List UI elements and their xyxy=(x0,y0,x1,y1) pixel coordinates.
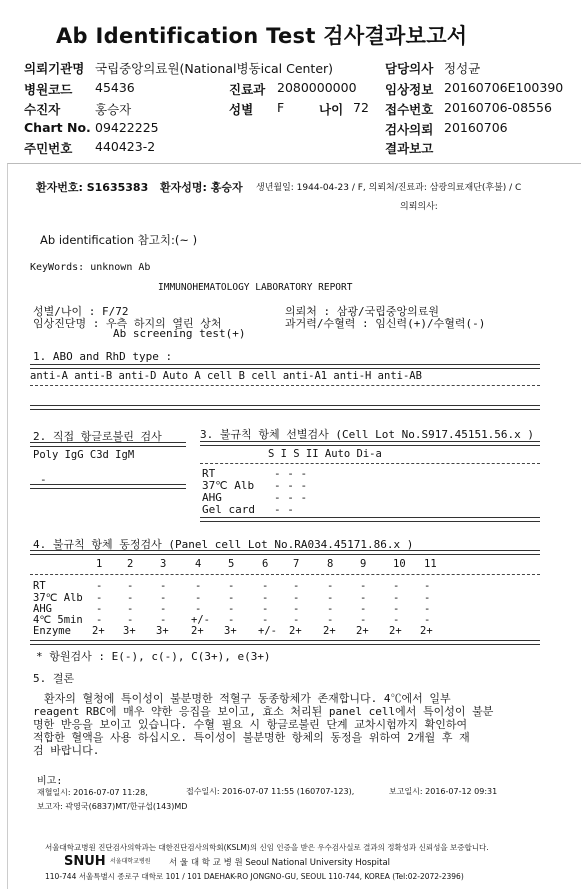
panel-col-header: 6 xyxy=(262,558,269,570)
panel-row-label: 37℃ Alb xyxy=(33,592,83,604)
screen-row-label: Gel card xyxy=(202,503,255,516)
panel-col-header: 5 xyxy=(228,558,235,570)
rule xyxy=(30,484,186,489)
panel-cell: - xyxy=(360,592,367,604)
panel-col-header: 1 xyxy=(96,558,103,570)
panel-cell: +/- xyxy=(191,614,210,626)
panel-cell: - xyxy=(160,614,167,626)
rule xyxy=(30,405,540,410)
sex-age: 성별/나이 : F/72 xyxy=(33,305,129,318)
label-id-no: 주민번호 xyxy=(24,141,73,156)
panel-cell: 2+ xyxy=(389,625,402,637)
value-age: 72 xyxy=(353,100,369,115)
hospital-name: 서 울 대 학 교 병 원 Seoul National University Hospital xyxy=(169,858,391,868)
dat-header: Poly IgG C3d IgM xyxy=(33,449,135,461)
panel-cell: - xyxy=(262,592,269,604)
panel-cell: - xyxy=(262,603,269,615)
received-time: 접수일시: 2016-07-07 11:55 (160707-123), xyxy=(186,787,355,796)
patient-name: 환자성명: 홍승자 xyxy=(160,181,243,194)
section-1-title: 1. ABO and RhD type : xyxy=(33,350,173,363)
rule xyxy=(30,385,540,386)
panel-cell: - xyxy=(424,592,431,604)
panel-cell: - xyxy=(393,603,400,615)
value-sex: F xyxy=(277,100,285,115)
rule xyxy=(30,574,540,575)
section-5-title: 5. 결론 xyxy=(33,672,75,685)
remarks-label: 비고: xyxy=(37,776,63,787)
panel-cell: - xyxy=(327,580,334,592)
label-report-date: 결과보고 xyxy=(385,141,434,156)
rule xyxy=(30,640,540,645)
requesting-doctor: 의뢰의사: xyxy=(400,202,438,212)
panel-cell: 3+ xyxy=(123,625,136,637)
panel-row-label: RT xyxy=(33,580,46,592)
panel-cell: - xyxy=(424,603,431,615)
panel-cell: - xyxy=(96,614,103,626)
panel-cell: - xyxy=(424,614,431,626)
panel-cell: - xyxy=(160,592,167,604)
value-doctor: 정성균 xyxy=(444,61,481,76)
panel-cell: - xyxy=(262,580,269,592)
label-institution: 의뢰기관명 xyxy=(24,61,85,76)
value-institution: 국립중앙의료원(National병동ical Center) xyxy=(95,61,334,76)
panel-cell: 2+ xyxy=(289,625,302,637)
rule xyxy=(200,463,540,464)
panel-col-header: 2 xyxy=(127,558,134,570)
panel-cell: - xyxy=(293,603,300,615)
rule xyxy=(30,442,186,447)
panel-col-header: 10 xyxy=(393,558,406,570)
panel-col-header: 9 xyxy=(360,558,367,570)
rule xyxy=(200,441,540,446)
value-patient: 홍승자 xyxy=(95,102,132,117)
reporter: 보고자: 곽영국(6837)MT/한규섭(143)MD xyxy=(37,802,188,811)
label-age: 나이 xyxy=(319,102,344,117)
snuh-logo: SNUH xyxy=(64,854,106,869)
keywords: KeyWords: unknown Ab xyxy=(30,262,151,273)
screen-row-values: - - - xyxy=(274,479,308,492)
panel-cell: - xyxy=(293,614,300,626)
panel-cell: - xyxy=(228,603,235,615)
panel-cell: - xyxy=(127,592,134,604)
panel-cell: - xyxy=(160,603,167,615)
reference-range: Ab identification 참고치:(~ ) xyxy=(40,233,198,247)
value-department: 2080000000 xyxy=(277,80,357,95)
report-heading: IMMUNOHEMATOLOGY LABORATORY REPORT xyxy=(158,282,353,293)
panel-cell: 2+ xyxy=(92,625,105,637)
rule xyxy=(30,364,540,369)
label-request-date: 검사의뢰 xyxy=(385,122,434,137)
panel-cell: 2+ xyxy=(323,625,336,637)
panel-cell: - xyxy=(228,592,235,604)
value-hospital-code: 45436 xyxy=(95,80,135,95)
section-4-title: 4. 불규칙 항체 동정검사 (Panel cell Lot No.RA034.45171.86.x ) xyxy=(33,538,414,551)
panel-cell: - xyxy=(228,580,235,592)
panel-col-header: 8 xyxy=(327,558,334,570)
dat-value: - xyxy=(40,473,47,486)
panel-cell: - xyxy=(360,603,367,615)
conclusion-line: reagent RBC에 매우 약한 응집을 보이고, 효소 처리된 panel cell에서 특이성이 불분 xyxy=(33,705,494,718)
patient-number: 환자번호: S1635383 xyxy=(36,181,149,194)
value-chart-no: 09422225 xyxy=(95,120,159,135)
panel-cell: 3+ xyxy=(224,625,237,637)
screen-row-values: - - - xyxy=(274,491,308,504)
label-hospital-code: 병원코드 xyxy=(24,82,73,97)
value-clinical-info: 20160706E100390 xyxy=(444,80,564,95)
value-receipt-no: 20160706-08556 xyxy=(444,100,552,115)
section-2-title: 2. 직접 항글로불린 검사 xyxy=(33,430,162,443)
panel-cell: - xyxy=(424,580,431,592)
hospital-address: 110-744 서울특별시 종로구 대학로 101 / 101 DAEHAK-RO JONGNO-GU, SEOUL 110-744, KOREA (Tel:02-2072-2396) xyxy=(45,872,464,881)
screening-result: Ab screening test(+) xyxy=(113,327,246,340)
panel-cell: - xyxy=(195,592,202,604)
conclusion-line: 명한 반응을 보이고 있습니다. 수혈 필요 시 항글로불린 단계 교차시험까지 확인하여 xyxy=(33,718,468,731)
screen-row-values: - - xyxy=(274,503,294,516)
panel-cell: - xyxy=(327,614,334,626)
label-chart-no: Chart No. xyxy=(24,120,91,135)
label-patient: 수진자 xyxy=(24,102,61,117)
panel-cell: - xyxy=(360,580,367,592)
value-id-no: 440423-2 xyxy=(95,139,156,154)
rule xyxy=(200,517,540,522)
panel-cell: - xyxy=(327,603,334,615)
antigen-test: * 항원검사 : E(-), c(-), C(3+), e(3+) xyxy=(36,650,271,663)
label-receipt-no: 접수번호 xyxy=(385,102,434,117)
panel-row-label: AHG xyxy=(33,603,52,615)
conclusion-line: 환자의 혈청에 특이성이 불분명한 적혈구 동종항체가 존재합니다. 4℃에서 일부 xyxy=(44,692,451,705)
panel-col-header: 11 xyxy=(424,558,437,570)
panel-col-header: 7 xyxy=(293,558,300,570)
panel-cell: - xyxy=(127,614,134,626)
panel-cell: - xyxy=(195,603,202,615)
certification-text: 서울대학교병원 진단검사의학과는 대한진단검사의학회(KSLM)의 신임 인증을 받은 우수검사실로 결과의 정확성과 신뢰성을 보증합니다. xyxy=(45,843,489,852)
rule xyxy=(30,550,540,555)
panel-cell: 2+ xyxy=(191,625,204,637)
history: 과거력/수혈력 : 임신력(+)/수혈력(-) xyxy=(285,317,486,330)
panel-cell: - xyxy=(96,592,103,604)
report-title: Ab Identification Test 검사결과보고서 xyxy=(56,24,468,48)
panel-cell: 3+ xyxy=(156,625,169,637)
panel-col-header: 4 xyxy=(195,558,202,570)
label-clinical-info: 임상정보 xyxy=(385,82,434,97)
abo-header: anti-A anti-B anti-D Auto A cell B cell anti-A1 anti-H anti-AB xyxy=(30,370,422,382)
panel-cell: - xyxy=(360,614,367,626)
screening-header: S I S II Auto Di-a xyxy=(268,448,382,460)
label-sex: 성별 xyxy=(229,102,254,117)
panel-cell: - xyxy=(96,580,103,592)
conclusion-line: 검 바랍니다. xyxy=(33,744,100,757)
panel-cell: - xyxy=(327,592,334,604)
screen-row-label: 37℃ Alb xyxy=(202,479,255,492)
panel-row-label: Enzyme xyxy=(33,625,71,637)
panel-cell: - xyxy=(228,614,235,626)
snuh-logo-sub: 서울대학교병원 xyxy=(110,858,151,865)
panel-cell: - xyxy=(96,603,103,615)
panel-cell: +/- xyxy=(258,625,277,637)
panel-cell: - xyxy=(293,580,300,592)
panel-cell: - xyxy=(393,592,400,604)
screen-row-values: - - - xyxy=(274,467,308,480)
panel-cell: - xyxy=(127,580,134,592)
panel-cell: - xyxy=(393,614,400,626)
panel-col-header: 3 xyxy=(160,558,167,570)
value-request-date: 20160706 xyxy=(444,120,508,135)
birth-info: 생년월일: 1944-04-23 / F, 의뢰처/진료과: 삼광의료재단(후불) / C xyxy=(256,183,522,193)
panel-cell: - xyxy=(127,603,134,615)
panel-cell: - xyxy=(262,614,269,626)
screen-row-label: AHG xyxy=(202,491,222,504)
conclusion-line: 적합한 혈액을 사용 하십시오. 특이성이 불분명한 항체의 동정을 위하여 2개월 후 재 xyxy=(33,731,470,744)
panel-cell: - xyxy=(160,580,167,592)
label-department: 진료과 xyxy=(229,82,266,97)
screen-row-label: RT xyxy=(202,467,216,480)
collected-time: 재혈일시: 2016-07-07 11:28, xyxy=(37,788,148,797)
panel-cell: - xyxy=(195,580,202,592)
section-3-title: 3. 불규칙 항체 선별검사 (Cell Lot No.S917.45151.56.x ) xyxy=(200,428,535,441)
panel-cell: 2+ xyxy=(356,625,369,637)
panel-cell: - xyxy=(293,592,300,604)
reported-time: 보고일시: 2016-07-12 09:31 xyxy=(389,787,498,796)
label-doctor: 담당의사 xyxy=(385,61,434,76)
panel-cell: 2+ xyxy=(420,625,433,637)
panel-cell: - xyxy=(393,580,400,592)
panel-row-label: 4℃ 5min xyxy=(33,614,83,626)
clinical-diagnosis: 임상진단명 : 우측 하지의 열린 상처 xyxy=(33,317,222,330)
institution: 의뢰처 : 삼광/국립중앙의료원 xyxy=(285,305,440,318)
